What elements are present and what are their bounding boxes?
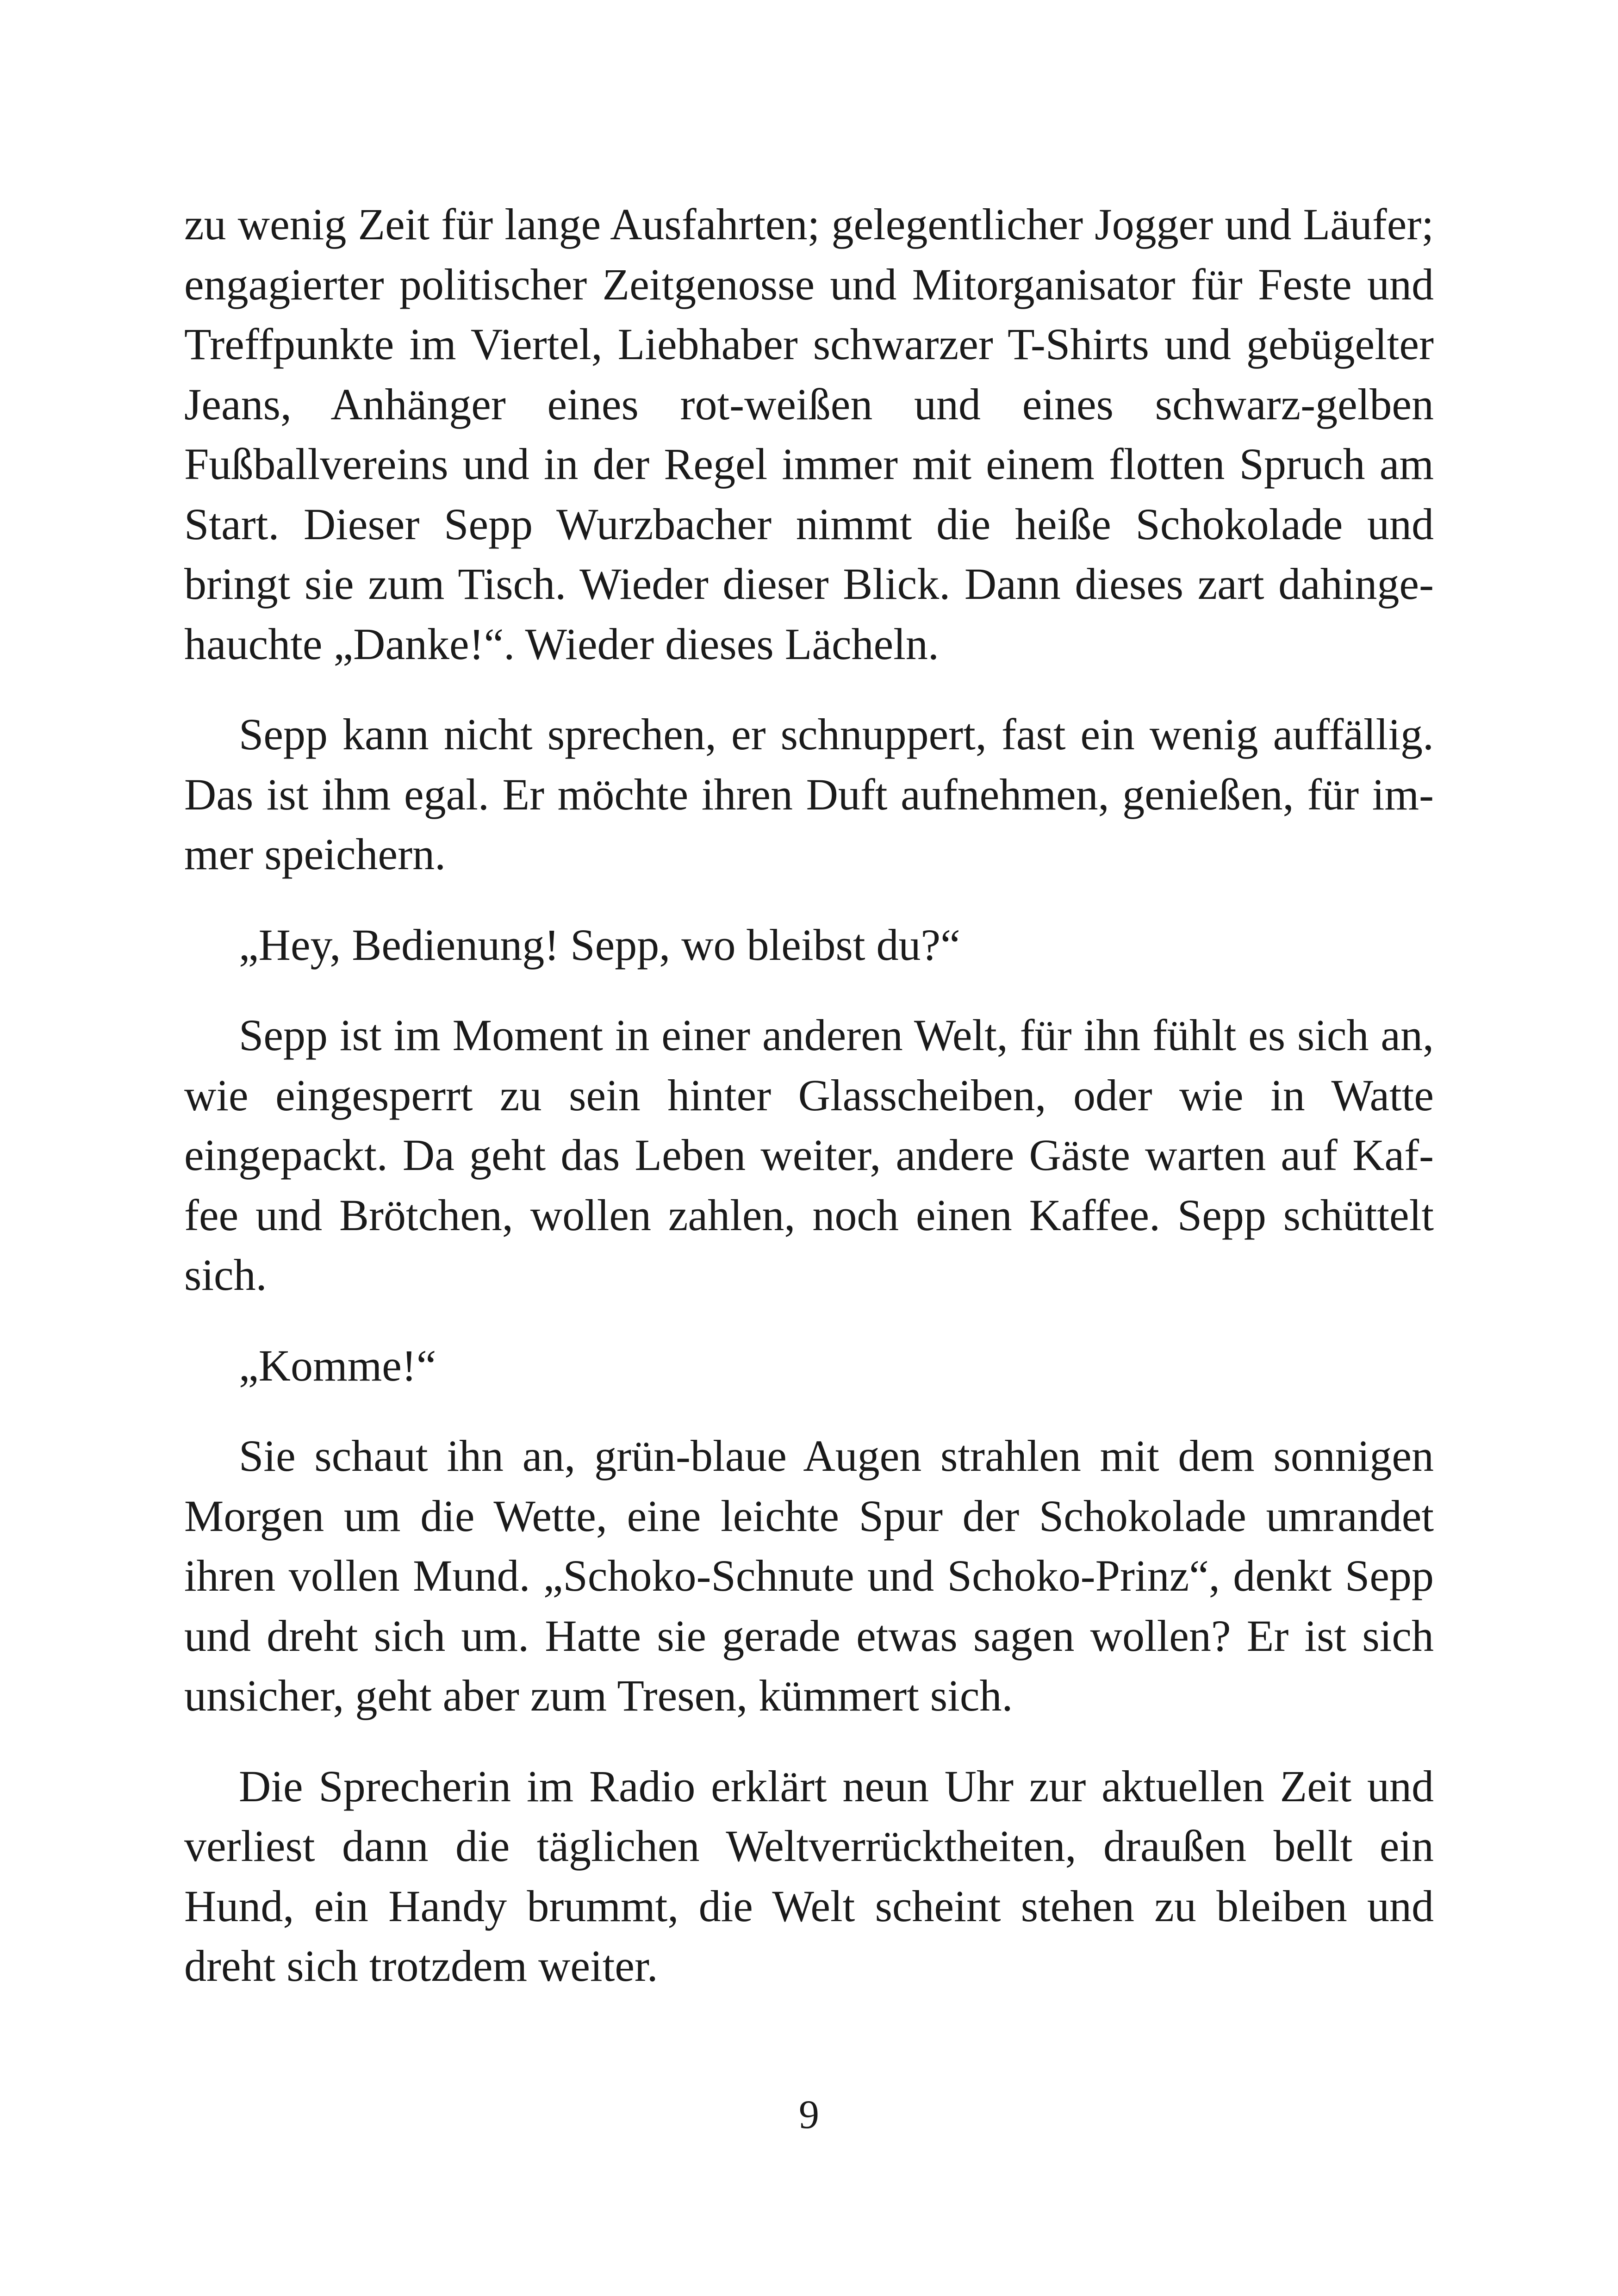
page-number: 9 <box>799 2092 819 2137</box>
paragraph-1: zu wenig Zeit für lange Ausfahrten; gelegentlicher Jogger und Läufer; engagierter politischer Zeitgenosse und Mitorganisator für Feste und Treffpunkte im Viertel, Liebhaber schwarzer T-Shirts und gebügelter Jeans, Anhänger eines rot-weißen und eines schwarz-gelben Fußballvereins und in der Regel immer mit einem flotten Spruch am Start. Dieser Sepp Wurzbacher nimmt die heiße Schokolade und bringt sie zum Tisch. Wieder dieser Blick. Dann dieses zart dahingehauchte „Danke!“. Wieder dieses Lächeln. <box>184 199 1434 669</box>
body-text <box>184 194 1434 2027</box>
paragraph-3: „Hey, Bedienung! Sepp, wo bleibst du?“ <box>239 920 960 970</box>
paragraph-2: Sepp kann nicht sprechen, er schnuppert, fast ein wenig auffällig. Das ist ihm egal. Er möchte ihren Duft aufnehmen, genießen, für immer speichern. <box>184 709 1434 879</box>
paragraph-6: Sie schaut ihn an, grün-blaue Augen strahlen mit dem sonnigen Morgen um die Wette, eine leichte Spur der Schokolade umrandet ihren vollen Mund. „Schoko-Schnute und Schoko-Prinz“, denkt Sepp und dreht sich um. Hatte sie gerade etwas sagen wollen? Er ist sich unsicher, geht aber zum Tresen, kümmert sich. <box>184 1431 1434 1720</box>
paragraph-7: Die Sprecherin im Radio erklärt neun Uhr zur aktuellen Zeit und verliest dann die täglichen Weltverrücktheiten, draußen bellt ein Hund, ein Handy brummt, die Welt scheint stehen zu bleiben und dreht sich trotzdem weiter. <box>184 1761 1434 1991</box>
paragraph-5: „Komme!“ <box>239 1340 436 1390</box>
paragraph-4: Sepp ist im Moment in einer anderen Welt, für ihn fühlt es sich an, wie eingesperrt zu sein hinter Glasscheiben, oder wie in Watte eingepackt. Da geht das Leben weiter, andere Gäste warten auf Kaffee und Brötchen, wollen zahlen, noch einen Kaffee. Sepp schüttelt sich. <box>184 1010 1434 1300</box>
